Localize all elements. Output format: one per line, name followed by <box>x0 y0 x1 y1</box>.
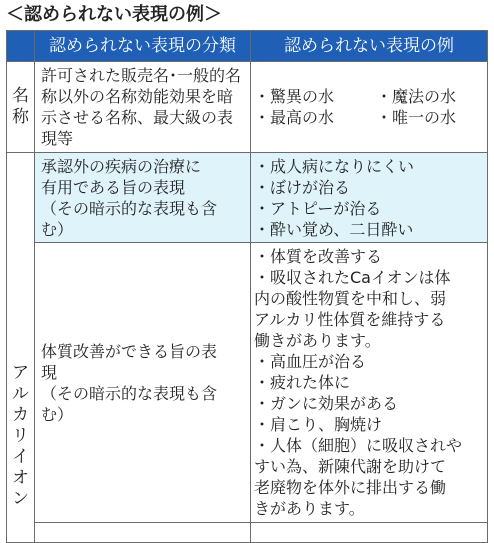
example-line: ・高血圧が治る <box>254 352 367 371</box>
table-row-name <box>7 62 488 153</box>
name-category-cell <box>35 62 251 153</box>
example-line: ・疲れた体に <box>254 373 351 392</box>
table-row-cutoff <box>7 523 488 543</box>
row-label-alkaline-char: ル <box>12 384 29 404</box>
category-line: 承認外の疾病の治療に <box>41 156 202 176</box>
constitution-category-cell <box>35 243 251 523</box>
example-line: 働きがあります。 <box>254 331 381 350</box>
row-label-alkaline-char: ン <box>12 489 29 509</box>
example-line: すい為、新陳代謝を助けて <box>254 457 447 476</box>
cutoff-cell <box>251 523 488 543</box>
category-line: （その暗示的な表現も含 <box>41 383 218 403</box>
header-category: 認められない表現の分類 <box>35 31 251 62</box>
example-line: 内の酸性物質を中和し、弱 <box>254 289 447 308</box>
table-row-disease <box>7 153 488 243</box>
category-line: む） <box>41 219 74 239</box>
category-line: 有用である旨の表現 <box>41 177 186 197</box>
example-item: ・魔法の水 <box>376 87 457 106</box>
row-label-alkaline-char: イ <box>12 447 29 467</box>
example-item: ・成人病になりにくい <box>254 156 415 176</box>
disease-examples-cell <box>251 153 488 243</box>
cutoff-cell <box>35 523 251 543</box>
page-title: ＜認められない表現の例＞ <box>6 4 222 25</box>
example-item: ・驚異の水 <box>254 87 335 106</box>
example-line: ・肩こり、胸焼け <box>254 415 383 434</box>
example-item: ・唯一の水 <box>376 108 457 127</box>
row-label-name-char-2: 称 <box>12 107 29 127</box>
example-line: ・体質を改善する <box>254 247 383 266</box>
example-line: ・吸収されたCaイオンは体 <box>254 268 451 287</box>
example-line: きがあります。 <box>254 499 365 518</box>
example-line: ・ガンに効果がある <box>254 394 399 413</box>
category-line: 現 <box>41 362 58 382</box>
category-line: （その暗示的な表現も含 <box>41 198 218 218</box>
row-label-alkaline <box>7 153 35 543</box>
row-label-alkaline-char: リ <box>12 426 29 446</box>
name-examples-cell <box>251 62 488 153</box>
example-line: アルカリ性体質を維持する <box>254 310 446 329</box>
example-line: 老廃物を体外に排出する働 <box>254 478 447 497</box>
header-examples: 認められない表現の例 <box>251 31 488 62</box>
example-item: ・最高の水 <box>254 108 335 127</box>
row-label-alkaline-char: ア <box>12 363 29 383</box>
table-row-constitution <box>7 243 488 523</box>
row-label-name-char-1: 名 <box>12 86 29 106</box>
row-label-alkaline-char: カ <box>12 405 29 425</box>
category-line: む） <box>41 404 74 424</box>
disease-category-cell <box>35 153 251 243</box>
category-line: 体質改善ができる旨の表 <box>41 341 218 361</box>
example-item: ・酔い覚め、二日酔い <box>254 219 414 239</box>
example-item: ・アトピーが治る <box>254 198 382 218</box>
row-label-alkaline-char: オ <box>12 468 29 488</box>
example-line: ・人体（細胞）に吸収されや <box>254 436 463 455</box>
expression-table <box>6 30 488 543</box>
row-label-name <box>7 62 35 153</box>
header-blank <box>7 31 35 62</box>
example-item: ・ぼけが治る <box>254 177 351 197</box>
table-header-row <box>7 31 488 62</box>
name-category-text: 許可された販売名･一般的名称以外の名称効能効果を暗示させる名称、最大級の表現等 <box>41 66 242 148</box>
constitution-examples-cell <box>251 243 488 523</box>
